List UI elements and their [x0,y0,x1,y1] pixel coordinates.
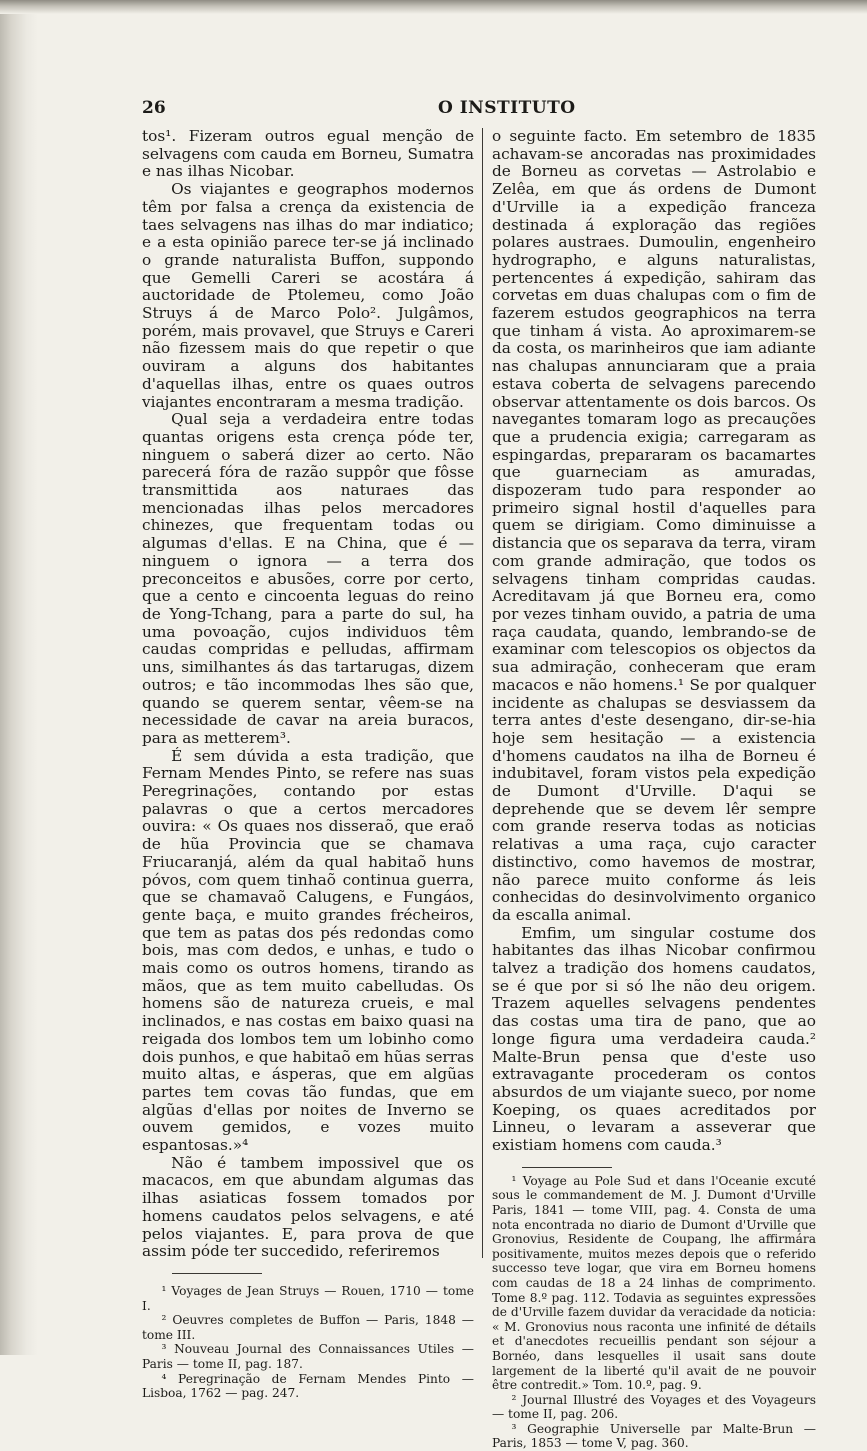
footnote: ¹ Voyage au Pole Sud et dans l'Oceanie excuté sous le commandement de M. J. Dumont d'Urville Paris, 1841 — tome VIII, pag. 4. Consta de uma nota encontrada no diario de Dumont d'Urville que Gronovius, Residente de Coupang, lhe affirmára positivamente, muitos mezes depois que o referido successo teve logar, que vira em Borneu homens com caudas de 18 a 24 linhas de comprimento. Tome 8.º pag. 112. Todavia as seguintes expressões de d'Urville fazem duvidar da veracidade da noticia: « M. Gronovius nous raconta une infinité de détails et d'anecdotes recueillis pendant son séjour a Bornéo, dans lesquelles il usait sans doute largement de la liberté qu'il avait de ne pouvoir être contredit.» Tom. 10.º, pag. 9. [492,1173,816,1393]
footnote: ⁴ Peregrinação de Fernam Mendes Pinto — Lisboa, 1762 — pag. 247. [142,1371,474,1401]
paragraph: Não é tambem impossivel que os macacos, em que abundam algumas das ilhas asiaticas fossem tomados por homens caudatos pelos selvagens, e até pelos viajantes. E, para prova de que assim póde ter succedido, referiremos [142,1153,474,1261]
paragraph: Emfim, um singular costume dos habitantes das ilhas Nicobar confirmou talvez a tradição dos homens caudatos, se é que por si só lhe não deu origem. Trazem aquelles selvagens pendentes das costas uma tira de pano, que ao longe figura uma verdadeira cauda.² Malte-Brun pensa que d'este uso extravagante procederam os contos absurdos de um viajante sueco, por nome Koeping, os quaes acreditados por Linneu, o levaram a asseverar que existiam homens com cauda.³ [492,923,816,1155]
right-column [492,128,816,1451]
footnote: ² Journal Illustré des Voyages et des Voyageurs — tome II, pag. 206. [492,1392,816,1422]
footnote-rule [172,1273,262,1274]
left-column [142,128,474,1401]
page-top-edge [0,0,867,14]
footnote-rule [522,1167,612,1168]
footnote: ² Oeuvres completes de Buffon — Paris, 1848 — tome III. [142,1313,474,1342]
footnotes [492,1174,816,1451]
running-title: O INSTITUTO [438,98,576,118]
footnote: ³ Nouveau Journal des Connaissances Utiles — Paris — tome II, pag. 187. [142,1342,474,1371]
book-gutter-shadow [0,0,38,1355]
page-number: 26 [142,98,166,118]
paragraph: o seguinte facto. Em setembro de 1835 achavam-se ancoradas nas proximidades de Borneu as corvetas — Astrolabio e Zelêa, em que ás ordens de Dumont d'Urville ia a expedição franceza destinada á exploração das regiões polares austraes. Dumoulin, engenheiro hydrographo, e alguns naturalistas, pertencentes á expedição, sahiram das corvetas em duas chalupas com o fim de fazerem estudos geographicos na terra que tinham á vista. Ao aproximarem-se da costa, os marinheiros que iam adiante nas chalupas annunciaram que a praia estava coberta de selvagens parecendo observar attentamente os dois barcos. Os navegantes tomaram logo as precauções que a prudencia exigia; carregaram as espingardas, prepararam os bacamartes que guarneciam as amuradas, dispozeram tudo para responder ao primeiro signal hostil d'aquelles para quem se dirigiam. Como diminuisse a distancia que os separava da terra, viram com grande admiração, que todos os selvagens tinham compridas caudas. Acreditavam já que Borneu era, como por vezes tinham ouvido, a patria de uma raça caudata, quando, lembrando-se de examinar com telescopios os objectos da sua admiração, conheceram que eram macacos e não homens.¹ Se por qualquer incidente as chalupas se desviassem da terra antes d'este desengano, dir-se-hia hoje sem hesitação — a existencia d'homens caudatos na ilha de Borneu é indubitavel, foram vistos pela expedição de Dumont d'Urville. D'aqui se deprehende que se devem lêr sempre com grande reserva todas as noticias relativas a uma raça, cujo caracter distinctivo, como havemos de mostrar, não parece muito conforme ás leis conhecidas do desinvolvimento organico da escalla animal. [492,127,816,924]
column-divider [482,128,483,1258]
paragraph: Qual seja a verdadeira entre todas quantas origens esta crença póde ter, ninguem o saberá dizer ao certo. Não parecerá fóra de razão suppôr que fôsse transmittida aos naturaes das mencionadas ilhas pelos mercadores chinezes, que frequentam todas ou algumas d'ellas. E na China, que é — ninguem o ignora — a terra dos preconceitos e abusões, corre por certo, que a cento e cincoenta leguas do reino de Yong-Tchang, para a parte do sul, ha uma povoação, cujos individuos têm caudas compridas e pelludas, affirmam uns, similhantes ás das tartarugas, dizem outros; e tão incommodas lhes são que, quando se querem sentar, vêem-se na necessidade de cavar na areia buracos, para as metterem³. [142,410,474,747]
paragraph: É sem dúvida a esta tradição, que Fernam Mendes Pinto, se refere nas suas Peregrinações, contando por estas palavras o que a certos mercadores ouvira: « Os quaes nos disseraõ, que eraõ de hũa Provincia que se chamava Friucaranjá, além da qual habitaõ huns póvos, com quem tinhaõ continua guerra, que se chamavaõ Calugens, e Fungáos, gente baça, e muito grandes frécheiros, que tem as patas dos pés redondas como bois, mas com dedos, e unhas, e tudo o mais como os outros homens, tirando as mãos, que as tem muito cabelludas. Os homens são de natureza crueis, e mal inclinados, e nas costas em baixo quasi na reigada dos lombos tem um lobinho como dois punhos, e que habitaõ em hũas serras muito altas, e ásperas, que em algũas partes tem covas tão fundas, que em algũas d'ellas por noites de Inverno se ouvem gemidos, e vozes muito espantosas.»⁴ [142,746,474,1155]
footnote: ³ Geographie Universelle par Malte-Brun — Paris, 1853 — tome V, pag. 360. [492,1421,816,1451]
footnote: ¹ Voyages de Jean Struys — Rouen, 1710 — tome I. [142,1284,474,1313]
paragraph: Os viajantes e geographos modernos têm por falsa a crença da existencia de taes selvagens nas ilhas do mar indiatico; e a esta opinião parece ter-se já inclinado o grande naturalista Buffon, suppondo que Gemelli Careri se acostára á auctoridade de Ptolemeu, como João Struys á de Marco Polo². Julgâmos, porém, mais provavel, que Struys e Careri não fizessem mais do que repetir o que ouviram a alguns dos habitantes d'aquellas ilhas, entre os quaes outros viajantes encontraram a mesma tradição. [142,180,474,411]
footnotes [142,1284,474,1401]
paragraph: tos¹. Fizeram outros egual menção de selvagens com cauda em Borneu, Sumatra e nas ilhas Nicobar. [142,127,474,181]
